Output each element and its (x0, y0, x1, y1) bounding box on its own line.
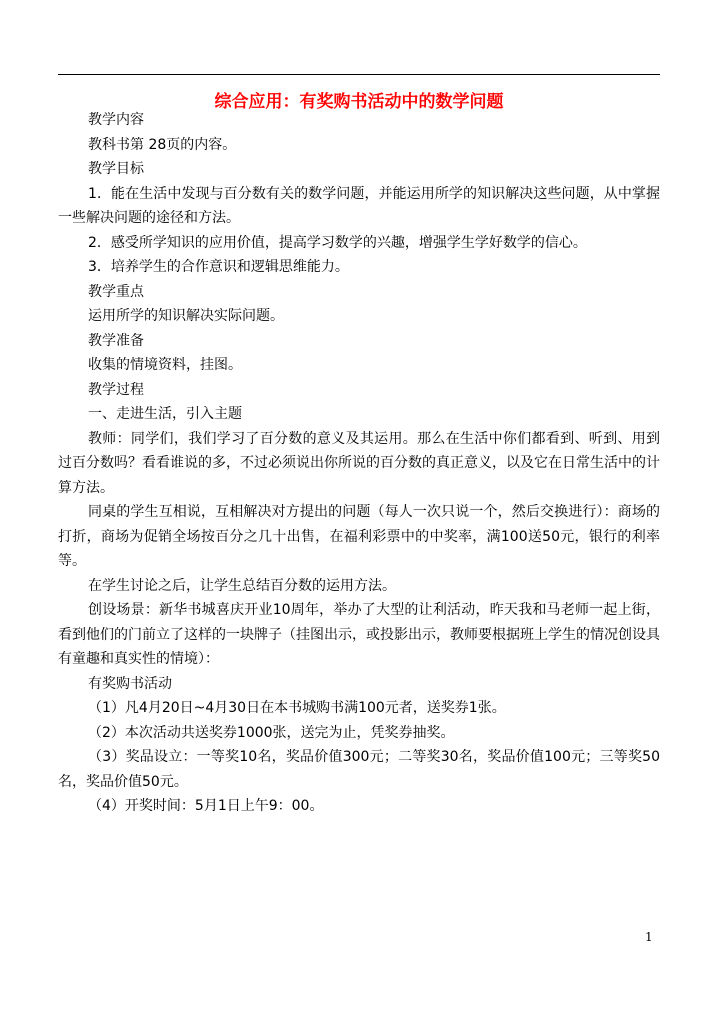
page-number: 1 (645, 930, 653, 944)
section-heading-content: 教学内容 (88, 112, 144, 128)
section-heading-process: 教学过程 (88, 381, 144, 398)
objective-2: 2．感受所学知识的应用价值，提高学习数学的兴趣，增强学生学好数学的信心。 (88, 234, 587, 251)
document-body (58, 108, 660, 819)
activity-title: 有奖购书活动 (88, 675, 172, 692)
section-heading-key-point: 教学重点 (88, 283, 144, 300)
activity-rule-2: （2）本次活动共送奖券1000张，送完为止，凭奖券抽奖。 (88, 724, 455, 741)
paragraph-deskmates: 同桌的学生互相说，互相解决对方提出的问题（每人一次只说一个，然后交换进行）：商场的打折，商场为促销全场按百分之几十出售，在福利彩票中的中奖率，满100送50元，银行的利率等。 (58, 504, 660, 569)
activity-rule-3: （3）奖品设立：一等奖10名，奖品价值300元；二等奖30名，奖品价值100元；三等奖50名，奖品价值50元。 (58, 749, 660, 790)
paragraph-teacher: 教师：同学们，我们学习了百分数的意义及其运用。那么在生活中你们都看到、听到、用到过百分数吗？看看谁说的多，不过必须说出你所说的百分数的真正意义，以及它在日常生活中的计算方法。 (58, 430, 660, 496)
paragraph-summary: 在学生讨论之后，让学生总结百分数的运用方法。 (88, 577, 396, 594)
paragraph-scenario: 创设场景：新华书城喜庆开业10周年，举办了大型的让利活动，昨天我和马老师一起上街，看到他们的门前立了这样的一块牌子（挂图出示，或投影出示，教师要根据班上学生的情况创设具有童趣和真实性的情境）： (58, 602, 660, 667)
section-heading-objectives: 教学目标 (88, 161, 144, 177)
paragraph-preparation: 收集的情境资料，挂图。 (88, 357, 242, 373)
header-rule (58, 74, 660, 75)
paragraph-textbook-page: 教科书第 28页的内容。 (88, 136, 237, 153)
subheading-part-1: 一、走进生活，引入主题 (88, 406, 242, 422)
objective-3: 3．培养学生的合作意识和逻辑思维能力。 (88, 259, 349, 275)
activity-rule-4: （4）开奖时间：5月1日上午9：00。 (88, 798, 324, 814)
paragraph-key-point: 运用所学的知识解决实际问题。 (88, 308, 284, 324)
section-heading-preparation: 教学准备 (88, 332, 144, 349)
document-title: 综合应用：有奖购书活动中的数学问题 (214, 92, 504, 113)
activity-rule-1: （1）凡4月20日~4月30日在本书城购书满100元者，送奖券1张。 (88, 700, 506, 716)
objective-1: 1．能在生活中发现与百分数有关的数学问题，并能运用所学的知识解决这些问题，从中掌握一些解决问题的途径和方法。 (58, 185, 660, 226)
